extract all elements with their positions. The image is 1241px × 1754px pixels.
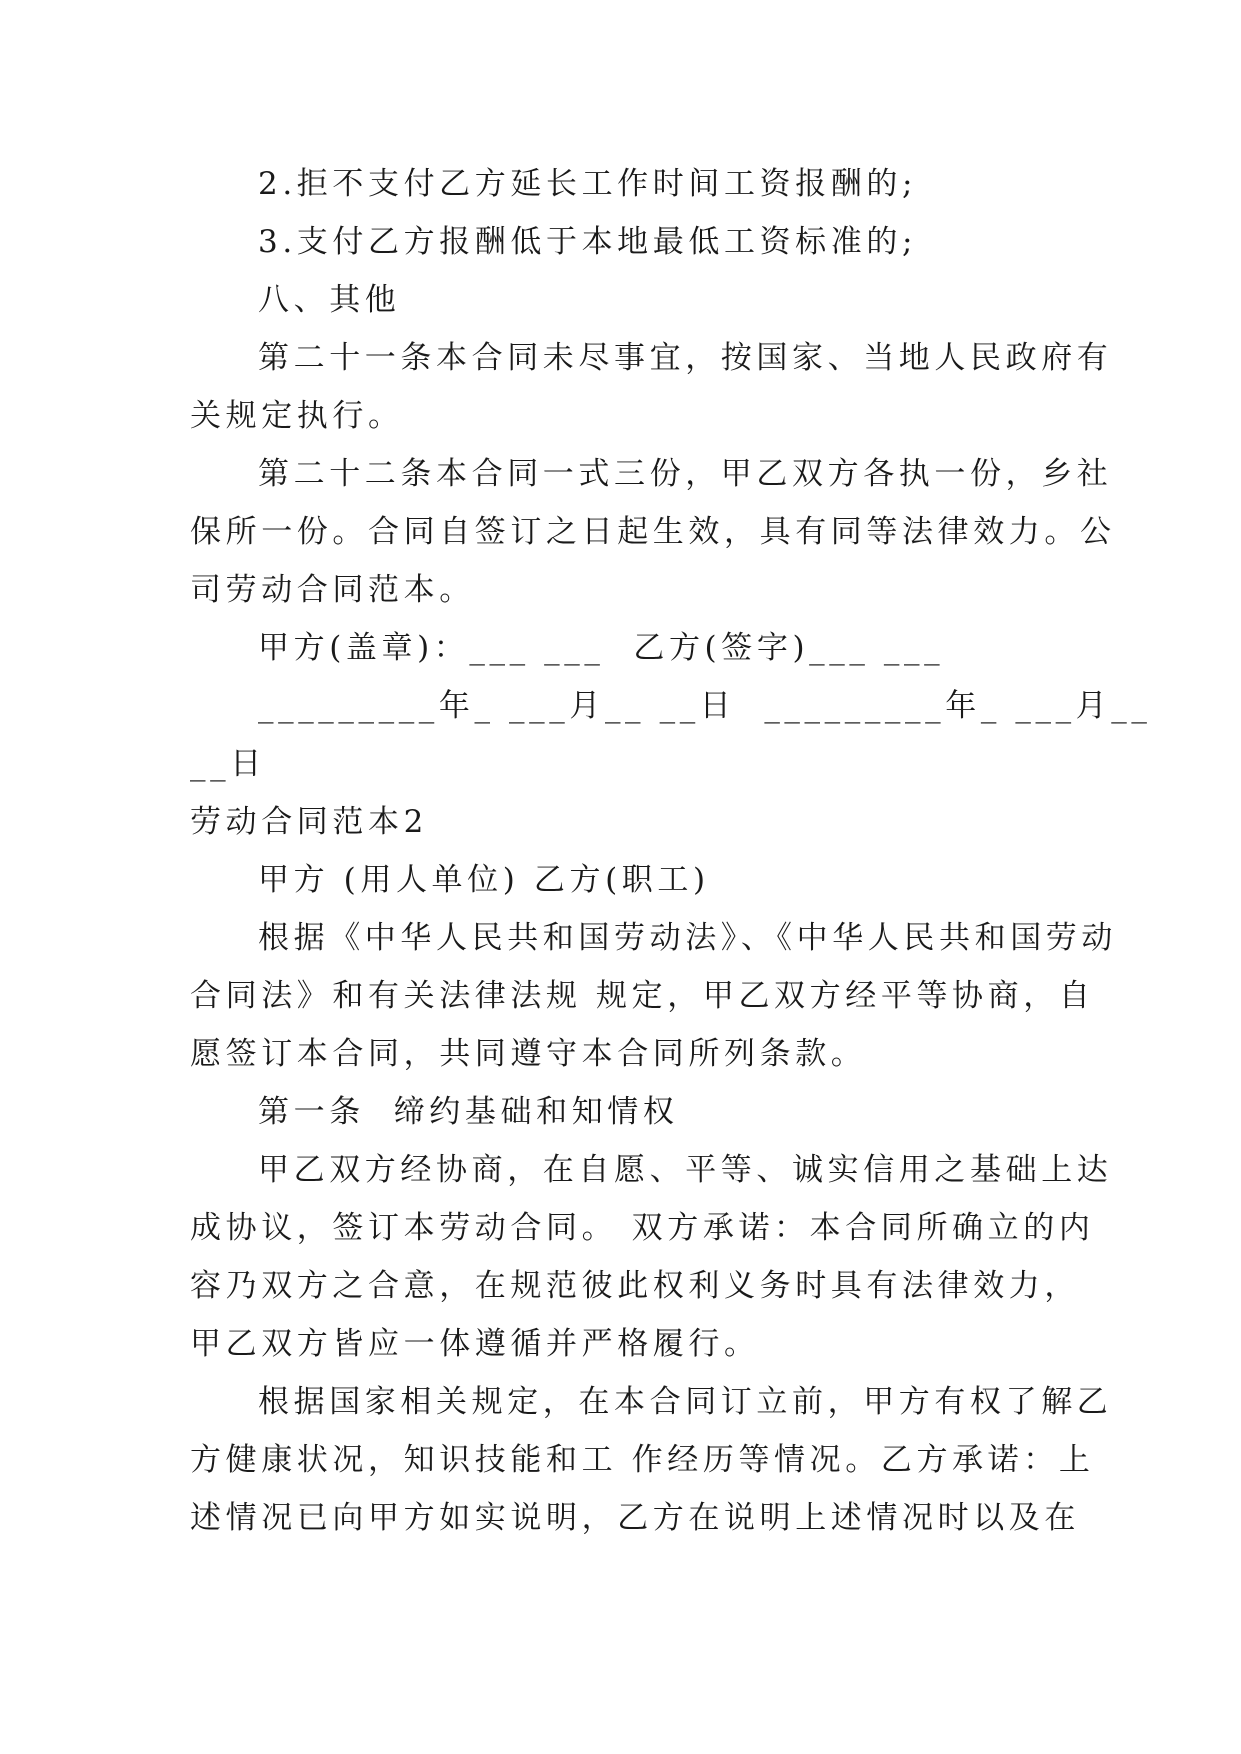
parties-line: 甲方 (用人单位) 乙方(职工) [258,862,710,898]
article-heading: 第一条 缔约基础和知情权 [258,1094,679,1130]
signature-line: 甲方(盖章)：___ ___ 乙方(签字)___ ___ [258,630,945,666]
text-line: 2.拒不支付乙方延长工作时间工资报酬的; [258,166,918,202]
date-line: __日 [190,746,266,782]
text-line: 甲乙双方经协商，在自愿、平等、诚实信用之基础上达 [258,1152,1113,1188]
text-line: 容乃双方之合意，在规范彼此权利义务时具有法律效力， [190,1268,1080,1304]
text-line: 愿签订本合同，共同遵守本合同所列条款。 [190,1036,867,1072]
document-title: 劳动合同范本2 [190,804,428,840]
text-line: 成协议，签订本劳动合同。 双方承诺：本合同所确立的内 [190,1210,1095,1246]
text-line: 第二十二条本合同一式三份，甲乙双方各执一份，乡社 [258,456,1113,492]
date-line: _________年_ ___月__ __日 _________年_ ___月__ [258,688,1152,724]
text-line: 方健康状况，知识技能和工 作经历等情况。乙方承诺：上 [190,1442,1095,1478]
text-line: 保所一份。合同自签订之日起生效，具有同等法律效力。公 [190,514,1116,550]
text-line: 司劳动合同范本。 [190,572,475,608]
text-line: 合同法》和有关法律法规 规定，甲乙双方经平等协商，自 [190,978,1095,1014]
text-line: 甲乙双方皆应一体遵循并严格履行。 [190,1326,760,1362]
text-line: 根据《中华人民共和国劳动法》、《中华人民共和国劳动 [258,920,1117,956]
text-line: 关规定执行。 [190,398,404,434]
text-line: 3.支付乙方报酬低于本地最低工资标准的; [258,224,918,260]
text-line: 第二十一条本合同未尽事宜，按国家、当地人民政府有 [258,340,1113,376]
text-line: 述情况已向甲方如实说明，乙方在说明上述情况时以及在 [190,1500,1080,1536]
text-line: 根据国家相关规定，在本合同订立前，甲方有权了解乙 [258,1384,1113,1420]
section-heading: 八、其他 [258,282,401,318]
